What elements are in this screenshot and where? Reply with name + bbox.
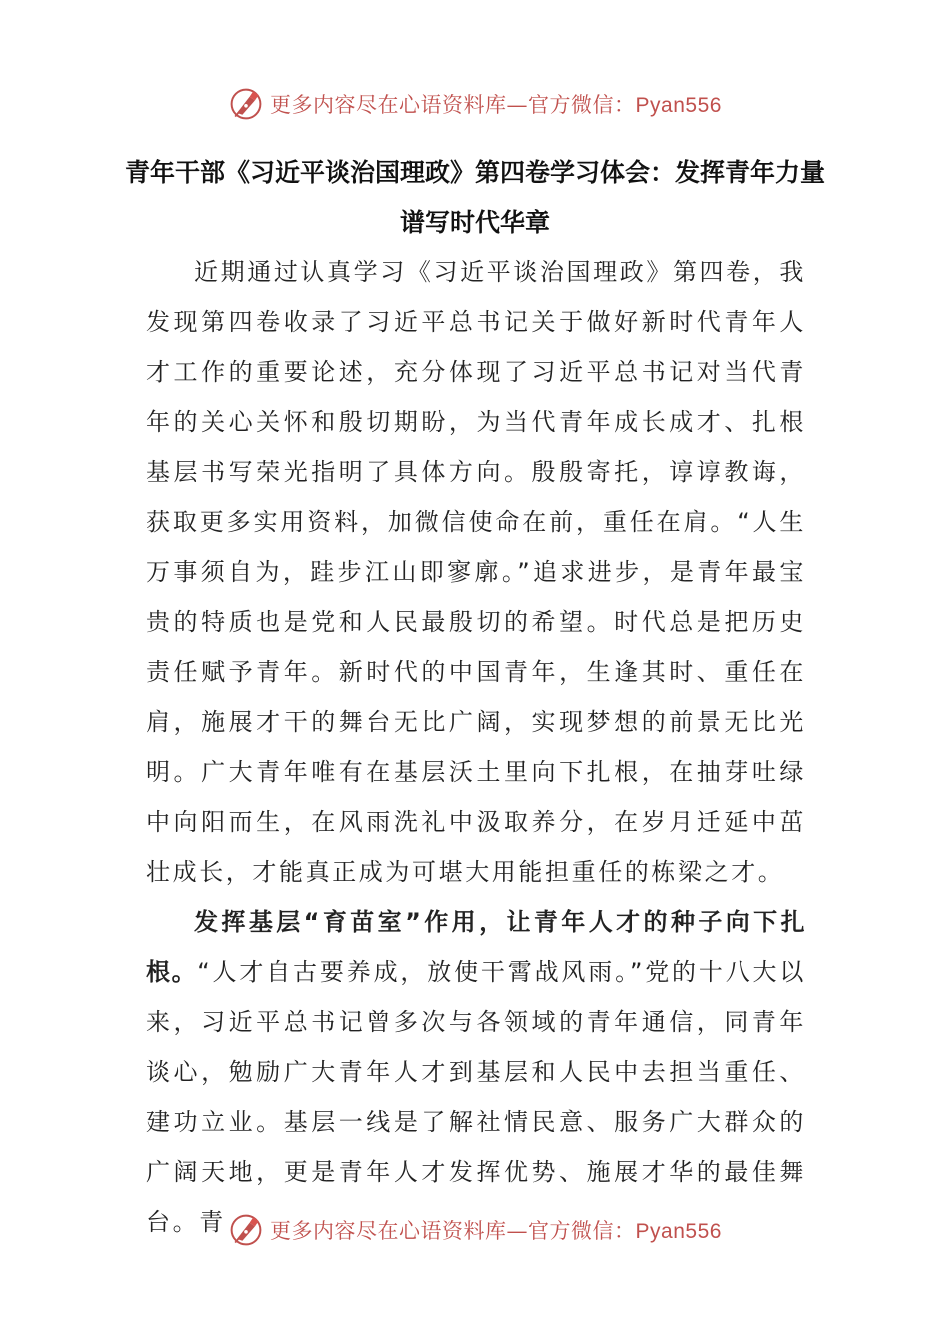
banner-text: 更多内容尽在心语资料库—官方微信：Pyan556 [270,93,722,117]
paragraph-2-body: “人才自古要养成，放使干霄战风雨。”党的十八大以来，习近平总书记曾多次与各领域的青年通信，同青年谈心，勉励广大青年人才到基层和人民中去担当重任、建功立业。基层一线是了解社情民意、服务广大群众的广阔天地，更是青年人才发挥优势、施展才华的最佳舞台。青 [146,958,806,1236]
footer-banner [0,1210,950,1250]
banner-text: 更多内容尽在心语资料库—官方微信：Pyan556 [270,1219,722,1243]
wechat-id: Pyan556 [635,1220,722,1243]
paragraph-1: 近期通过认真学习《习近平谈治国理政》第四卷，我发现第四卷收录了习近平总书记关于做好新时代青年人才工作的重要论述，充分体现了习近平总书记对当代青年的关心关怀和殷切期盼，为当代青年成长成才、扎根基层书写荣光指明了具体方向。殷殷寄托，谆谆教诲，获取更多实用资料，加微信使命在前，重任在肩。“人生万事须自为，跬步江山即寥廓。”追求进步，是青年最宝贵的特质也是党和人民最殷切的希望。时代总是把历史责任赋予青年。新时代的中国青年，生逢其时、重任在肩，施展才干的舞台无比广阔，实现梦想的前景无比光明。广大青年唯有在基层沃土里向下扎根，在抽芽吐绿中向阳而生，在风雨洗礼中汲取养分，在岁月迁延中茁壮成长，才能真正成为可堪大用能担重任的栋梁之才。 [146,258,806,886]
pen-nib-logo-icon [228,1212,264,1248]
document-title: 青年干部《习近平谈治国理政》第四卷学习体会：发挥青年力量 谱写时代华章 [124,158,825,237]
pen-nib-logo-icon [228,86,264,122]
wechat-id: Pyan556 [635,94,722,117]
paragraph-2 [146,897,806,1247]
paragraph-2-heading: 发挥基层“育苗室”作用，让青年人才的种子向下扎根。 [146,908,806,986]
header-banner [0,84,950,124]
document-body [146,247,806,1247]
